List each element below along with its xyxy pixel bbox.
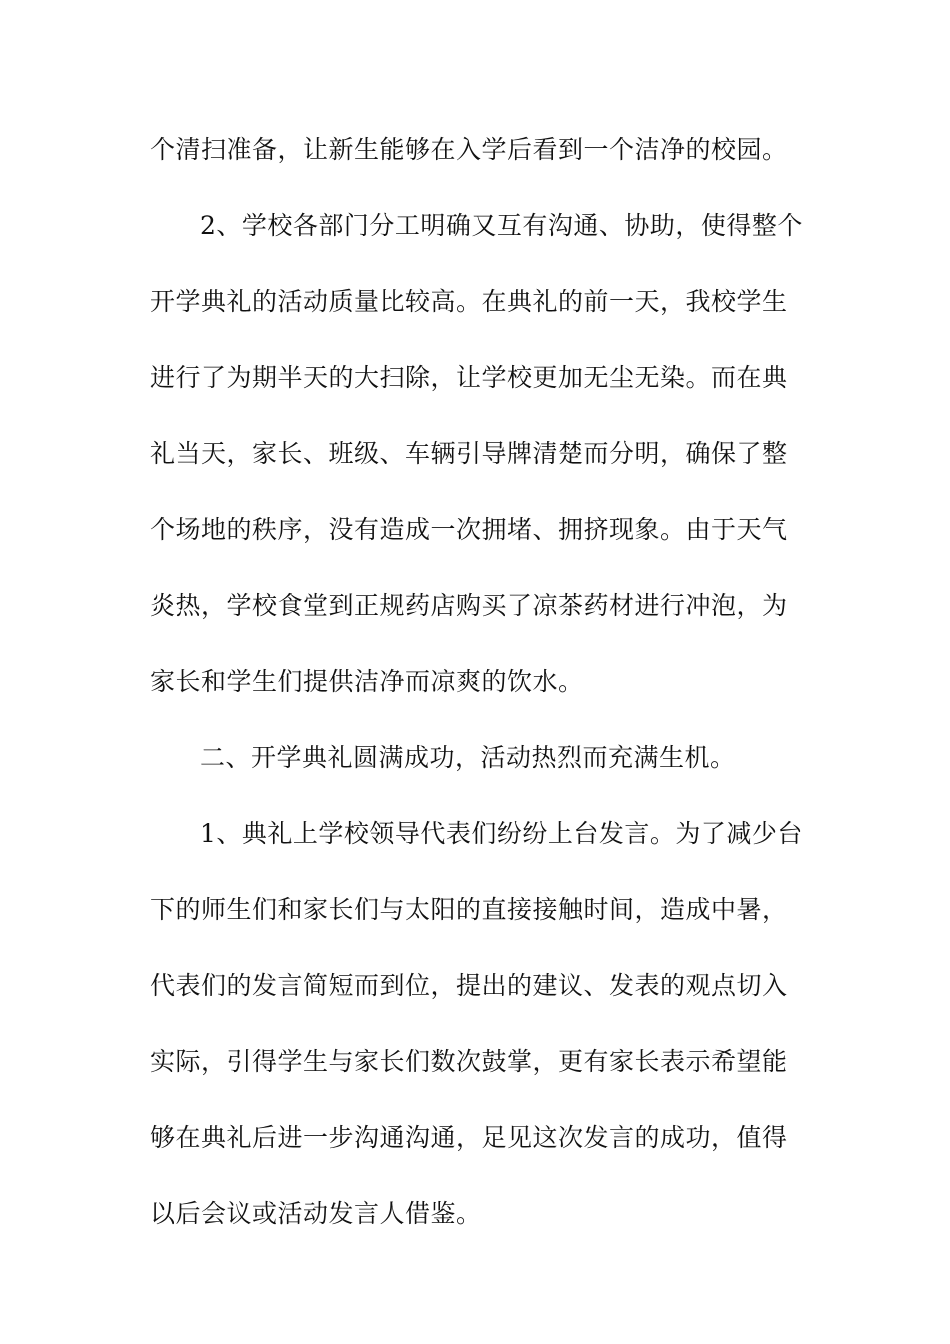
text-line: 以后会议或活动发言人借鉴。 (150, 1199, 482, 1228)
text-line: 开学典礼的活动质量比较高。在典礼的前一天，我校学生 (150, 287, 788, 316)
text-line: 礼当天，家长、班级、车辆引导牌清楚而分明，确保了整 (150, 439, 788, 468)
text-line: 进行了为期半天的大扫除，让学校更加无尘无染。而在典 (150, 363, 788, 392)
text-line: 家长和学生们提供洁净而凉爽的饮水。 (150, 667, 584, 696)
paragraph-start-line: 2、学校各部门分工明确又互有沟通、协助，使得整个 (200, 211, 803, 240)
text-line: 够在典礼后进一步沟通沟通，足见这次发言的成功，值得 (150, 1123, 788, 1152)
paragraph-start-line: 1、典礼上学校领导代表们纷纷上台发言。为了减少台 (200, 819, 803, 848)
text-line: 下的师生们和家长们与太阳的直接接触时间，造成中暑， (150, 895, 788, 924)
text-line: 个清扫准备，让新生能够在入学后看到一个洁净的校园。 (150, 135, 788, 164)
text-line: 个场地的秩序，没有造成一次拥堵、拥挤现象。由于天气 (150, 515, 788, 544)
text-line: 代表们的发言简短而到位，提出的建议、发表的观点切入 (150, 971, 788, 1000)
text-line: 炎热，学校食堂到正规药店购买了凉茶药材进行冲泡，为 (150, 591, 788, 620)
section-heading: 二、开学典礼圆满成功，活动热烈而充满生机。 (200, 743, 736, 772)
text-line: 实际，引得学生与家长们数次鼓掌，更有家长表示希望能 (150, 1047, 788, 1076)
